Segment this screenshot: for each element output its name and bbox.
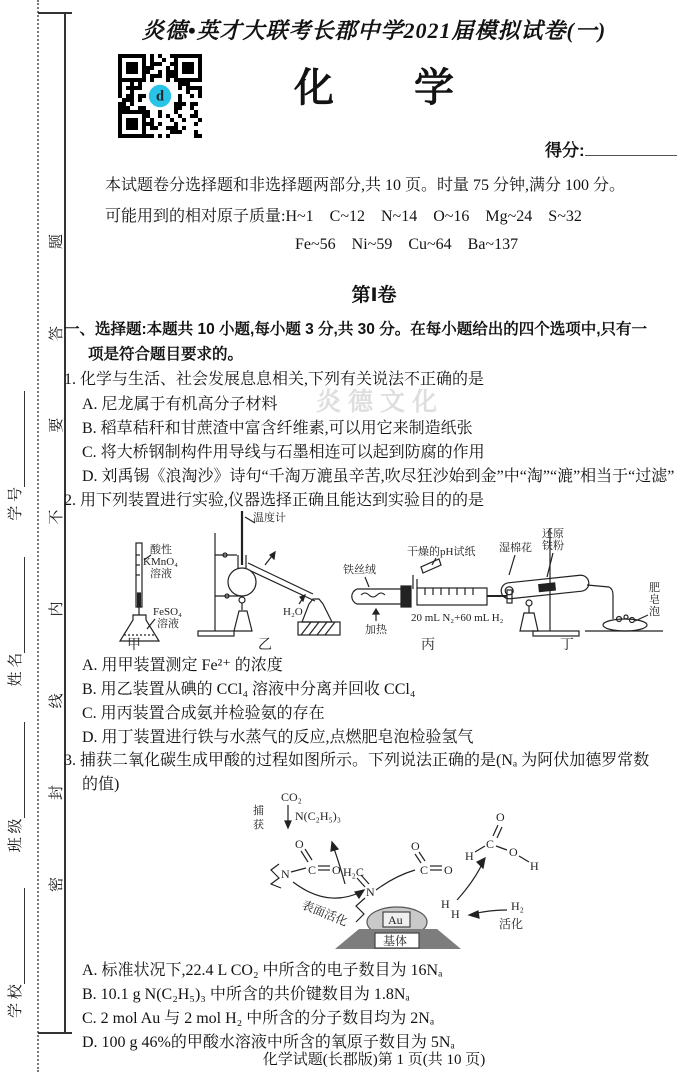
- question-3-option-d: D. 100 g 46%的甲酸水溶液中所含的氧原子数目为 5Nₐ: [82, 1034, 455, 1051]
- au-label: Au: [388, 913, 403, 927]
- school-blank[interactable]: [9, 888, 25, 984]
- atom-h: H: [441, 897, 450, 911]
- section-rule-line1: 一、选择题:本题共 10 小题,每小题 3 分,共 30 分。在每小题给出的四个选项中,只有一: [64, 321, 648, 338]
- bing-ph-paper-label: 干燥的pH试纸: [407, 546, 476, 558]
- question-2-option-d: D. 用丁装置进行铁与水蒸气的反应,点燃肥皂泡检验氢气: [82, 729, 474, 746]
- seal-char: 封: [49, 785, 65, 801]
- atomic-mass-label: 可能用到的相对原子质量:: [105, 208, 286, 225]
- score-label: 得分:: [545, 141, 585, 160]
- question-3-stem-line1: 3. 捕获二氧化碳生成甲酸的过程如图所示。下列说法正确的是(Nₐ 为阿伏加德罗常数: [64, 752, 650, 769]
- seal-char: 线: [49, 693, 65, 709]
- h2-label: H₂: [511, 899, 524, 913]
- capture-label-1: 捕: [253, 805, 264, 817]
- number-label: 学 号: [8, 486, 24, 521]
- apparatus-yi-label: 乙: [258, 638, 272, 651]
- co2-capture-group: [253, 790, 341, 831]
- question-3-stem-line2: 的值): [82, 776, 120, 793]
- seal-char: 题: [49, 234, 65, 250]
- seal-dotted-line: [37, 0, 39, 1072]
- carbamate-structure: [271, 837, 364, 929]
- bing-gas-label: 20 mL N₂+60 mL H₂: [411, 612, 504, 624]
- atom-h: H: [465, 849, 474, 863]
- yi-water-label: H₂O: [283, 606, 303, 618]
- name-field: [4, 557, 25, 687]
- atom-c: C: [308, 863, 317, 877]
- question-2-option-c: C. 用丙装置合成氨并检验氨的存在: [82, 705, 325, 722]
- atom-c: C: [420, 863, 429, 877]
- name-blank[interactable]: [9, 557, 25, 653]
- page-footer: 化学试题(长郡版)第 1 页(共 10 页): [262, 1052, 486, 1068]
- capture-label-2: 获: [253, 819, 264, 831]
- atom-h: H: [451, 907, 460, 921]
- class-label: 班 级: [8, 818, 24, 853]
- ding-soap-label-2: 皂: [649, 594, 660, 606]
- watermark: 炎德文化: [316, 389, 445, 416]
- activation-label: 活化: [499, 917, 524, 931]
- number-field: [4, 391, 25, 521]
- bing-heat-label: 加热: [365, 624, 387, 636]
- seal-top-cap: [38, 12, 72, 14]
- ding-iron-label-1: 还原: [542, 528, 564, 540]
- apparatus-jia-label: 甲: [127, 638, 141, 651]
- catalyst-group: [335, 907, 461, 949]
- class-blank[interactable]: [9, 722, 25, 818]
- number-blank[interactable]: [9, 391, 25, 487]
- atom-c: C: [486, 837, 495, 851]
- section-rule-line2: 项是符合题目要求的。: [88, 346, 244, 363]
- paper-title: 炎德•英才大联考长郡中学2021届模拟试卷(一): [141, 18, 607, 43]
- question-1-option-d: D. 刘禹锡《浪淘沙》诗句“千淘万漉虽辛苦,吹尽狂沙始到金”中“淘”“漉”相当于“过滤”: [82, 468, 675, 485]
- atom-n: N: [281, 867, 290, 881]
- atom-o: O: [496, 810, 505, 824]
- apparatus-bing: [343, 544, 512, 651]
- atom-o: O: [295, 837, 304, 851]
- exam-info: 本试题卷分选择题和非选择题两部分,共 10 页。时量 75 分钟,满分 100 分。: [105, 177, 626, 194]
- school-label: 学 校: [8, 984, 24, 1018]
- class-field: [4, 722, 25, 852]
- atomic-mass-line2: Fe~56 Ni~59 Cu~64 Ba~137: [295, 236, 519, 253]
- ding-wet-cotton-label: 湿棉花: [499, 542, 532, 554]
- question-3-option-c: C. 2 mol Au 与 2 mol H₂ 中所含的分子数目均为 2Nₐ: [82, 1010, 435, 1027]
- substrate-label: 基体: [383, 934, 408, 948]
- score-row: [545, 136, 677, 161]
- yi-thermometer-label: 温度计: [253, 512, 286, 524]
- school-field: [4, 888, 25, 1018]
- apparatus-ding: [499, 527, 663, 651]
- amine-label: N(C₂H₅)₃: [295, 809, 341, 823]
- atom-o: O: [332, 863, 341, 877]
- jia-burette-label-2: KMnO₄: [143, 556, 179, 568]
- atomic-mass-values1: H~1 C~12 N~14 O~16 Mg~24 S~32: [285, 208, 582, 225]
- surface-activation-label: 表面活化: [299, 897, 350, 929]
- ding-soap-label-3: 泡: [649, 606, 660, 618]
- student-fields: [4, 88, 25, 1018]
- svg-text:d: d: [155, 88, 165, 105]
- question-2-option-a: A. 用甲装置测定 Fe²⁺ 的浓度: [82, 657, 283, 674]
- formic-acid-structure: [457, 810, 539, 900]
- seal-char: 不: [49, 509, 65, 525]
- seal-char: 密: [49, 876, 65, 892]
- seal-char: 要: [49, 417, 65, 433]
- score-blank[interactable]: [585, 140, 677, 156]
- subject-title: 化 学: [294, 66, 454, 110]
- h2-activation-group: [469, 899, 524, 931]
- seal-warning-text: [45, 234, 66, 892]
- seal-char: 答: [49, 325, 65, 341]
- apparatus-ding-label: 丁: [560, 638, 574, 651]
- jia-flask-label-2: 溶液: [157, 618, 179, 630]
- ding-iron-label-2: 铁粉: [542, 540, 564, 552]
- atom-o: O: [444, 863, 453, 877]
- atomic-mass-line1: [105, 203, 582, 226]
- ding-soap-label-1: 肥: [649, 582, 660, 594]
- jia-flask-label-1: FeSO₄: [153, 606, 182, 618]
- question-1-option-c: C. 将大桥钢制构件用导线与石墨相连可以起到防腐的作用: [82, 444, 485, 461]
- question-1-option-b: B. 稻草秸秆和甘蔗渣中富含纤维素,可以用它来制造纸张: [82, 420, 473, 437]
- question-1-stem: 1. 化学与生活、社会发展息息相关,下列有关说法不正确的是: [64, 371, 485, 388]
- apparatus-jia: [120, 542, 182, 651]
- bing-iron-wool-label: 铁丝绒: [343, 564, 376, 576]
- atom-o: O: [509, 845, 518, 859]
- atom-h: H: [530, 859, 539, 873]
- apparatus-bing-label: 丙: [421, 638, 435, 651]
- question-3-option-a: A. 标准状况下,22.4 L CO₂ 中所含的电子数目为 16Nₐ: [82, 962, 443, 979]
- part-title: 第Ⅰ卷: [351, 285, 397, 306]
- seal-bottom-cap: [38, 1032, 72, 1034]
- jia-burette-label-1: 酸性: [150, 544, 172, 556]
- question-2-apparatus-figure: [95, 503, 665, 651]
- jia-burette-label-3: 溶液: [150, 568, 172, 580]
- atom-n: N: [366, 885, 375, 899]
- question-3-option-b: B. 10.1 g N(C₂H₅)₃ 中所含的共价键数目为 1.8Nₐ: [82, 986, 410, 1003]
- apparatus-yi: [198, 510, 340, 651]
- co2-label: CO₂: [281, 790, 302, 804]
- question-1-option-a: A. 尼龙属于有机高分子材料: [82, 396, 278, 413]
- h2c-label: H₂C: [343, 865, 364, 879]
- question-3-mechanism-figure: [245, 788, 575, 956]
- name-label: 姓 名: [8, 652, 24, 687]
- seal-char: 内: [49, 601, 65, 617]
- question-2-option-b: B. 用乙装置从碘的 CCl₄ 溶液中分离并回收 CCl₄: [82, 681, 416, 698]
- atom-o: O: [411, 839, 420, 853]
- question-2-stem: 2. 用下列装置进行实验,仪器选择正确且能达到实验目的的是: [64, 492, 485, 509]
